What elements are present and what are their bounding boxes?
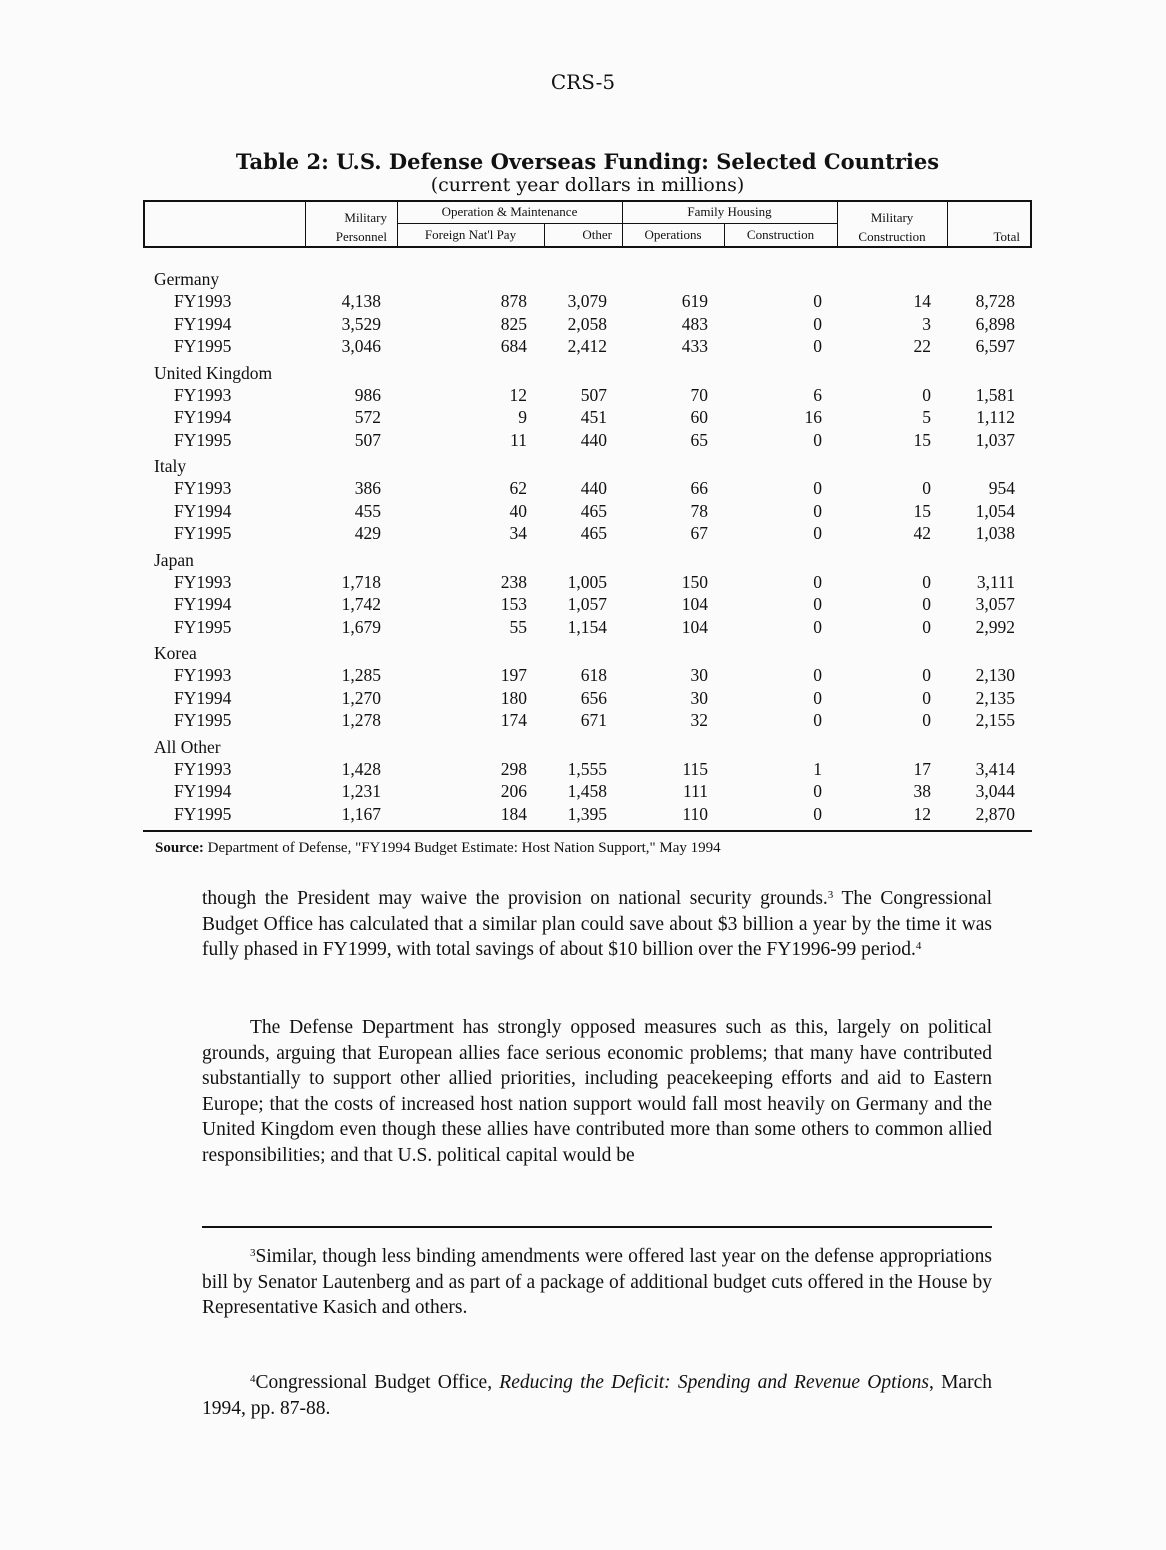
- cell-fh-con: 0: [813, 478, 822, 498]
- row-year: FY1993: [174, 758, 232, 779]
- row-year: FY1995: [174, 803, 232, 824]
- cell-mp: 429: [354, 523, 381, 543]
- row-year: FY1993: [174, 384, 232, 405]
- footnote-4: [202, 1370, 992, 1421]
- row-year: FY1994: [174, 594, 232, 614]
- table-group-japan: [143, 549, 1032, 639]
- cell-milcon: 5: [922, 407, 931, 427]
- table-source: [155, 840, 721, 857]
- cell-total: 1,054: [975, 500, 1015, 521]
- table-subtitle: (current year dollars in millions): [430, 174, 745, 196]
- cell-milcon: 3: [922, 313, 931, 334]
- cell-other: 2,412: [567, 336, 607, 356]
- table-row: [143, 709, 1032, 732]
- cell-fh-con: 0: [813, 291, 822, 311]
- table-group-united-kingdom: [143, 362, 1032, 452]
- cell-milcon: 0: [922, 594, 931, 614]
- divider: [397, 223, 837, 224]
- table-row: [143, 477, 1032, 500]
- table-row: [143, 500, 1032, 523]
- cell-fnp: 878: [500, 291, 527, 311]
- cell-total: 3,057: [975, 594, 1015, 614]
- footnote-ref-4[interactable]: 4: [915, 940, 922, 952]
- cell-milcon: 22: [913, 336, 931, 356]
- table-row: [143, 429, 1032, 452]
- cell-fh-ops: 66: [690, 478, 708, 498]
- row-year: FY1995: [174, 336, 232, 356]
- cell-fnp: 174: [500, 710, 527, 730]
- cell-milcon: 0: [922, 478, 931, 498]
- header-fh-construction: Construction: [746, 227, 815, 242]
- cell-milcon: 14: [913, 291, 931, 311]
- cell-fh-ops: 115: [682, 758, 708, 779]
- cell-other: 1,458: [567, 781, 607, 801]
- cell-mp: 572: [354, 407, 381, 427]
- group-label: Italy: [154, 456, 187, 476]
- table-title: Table 2: U.S. Defense Overseas Funding: Selected Countries: [235, 149, 940, 174]
- cell-other: 451: [580, 407, 607, 427]
- table-row: [143, 664, 1032, 687]
- cell-fh-con: 0: [813, 571, 822, 592]
- cell-other: 1,005: [567, 571, 607, 592]
- cell-mp: 455: [354, 500, 381, 521]
- body-paragraph-2: [202, 1015, 992, 1168]
- header-military-construction: [837, 210, 947, 245]
- cell-fh-ops: 70: [690, 384, 708, 405]
- cell-fnp: 180: [500, 687, 527, 708]
- cell-mp: 1,285: [341, 665, 381, 685]
- footnote-rule: [202, 1226, 992, 1228]
- table-row: [143, 616, 1032, 639]
- cell-fh-ops: 104: [681, 616, 708, 637]
- cell-fh-ops: 65: [690, 429, 708, 450]
- footnote-ref-3[interactable]: 3: [827, 889, 834, 901]
- cell-fh-con: 0: [813, 803, 822, 824]
- table-row: [143, 571, 1032, 594]
- cell-other: 440: [580, 478, 607, 498]
- header-family-housing: Family Housing: [687, 204, 772, 219]
- footnote-number: 4: [250, 1373, 256, 1385]
- row-year: FY1994: [174, 500, 232, 521]
- cell-fh-ops: 433: [681, 336, 708, 356]
- table-body: [143, 268, 1032, 829]
- cell-fh-con: 0: [813, 710, 822, 730]
- table-header: [143, 200, 1032, 248]
- cell-other: 656: [580, 687, 607, 708]
- header-om-group: Operation & Maintenance: [441, 204, 578, 219]
- header-text: Construction: [858, 229, 926, 244]
- table-row: [143, 687, 1032, 710]
- source-label: Source:: [155, 840, 204, 856]
- paragraph-text: The Defense Department has strongly opposed measures such as this, largely on political grounds, arguing that European allies face serious economic problems; that many have contributed substantially to support other allied priorities, including peacekeeping efforts and aid to Eastern Europe; that the costs of increased host nation support would fall most heavily on Germany and the United Kingdom even though these allies have contributed more than some others to common allied responsibilities; and that U.S. political capital would be: [202, 1017, 992, 1166]
- paragraph-text: The Congressional Budget Office has calculated that a similar plan could save about $3 billion a year by the time it was fully phased in FY1999, with total savings of about $10 billion over the FY1996-99 period.: [202, 888, 992, 960]
- footnote-text: , March 1994, pp. 87-88.: [202, 1372, 992, 1419]
- cell-fh-ops: 150: [681, 571, 708, 592]
- cell-other: 618: [580, 665, 607, 685]
- cell-fh-ops: 60: [690, 407, 708, 427]
- paragraph-text: though the President may waive the provision on national security grounds.: [202, 888, 828, 909]
- cell-fh-con: 0: [813, 687, 822, 708]
- cell-fh-con: 0: [813, 336, 822, 356]
- header-om-other: Other: [582, 227, 612, 242]
- cell-total: 6,898: [975, 313, 1015, 334]
- group-label: Korea: [154, 643, 197, 663]
- cell-fnp: 34: [509, 523, 527, 543]
- cell-mp: 1,270: [341, 687, 381, 708]
- cell-fnp: 11: [510, 429, 527, 450]
- cell-fnp: 238: [500, 571, 527, 592]
- footnote-text: Congressional Budget Office,: [255, 1372, 500, 1393]
- group-label: Germany: [154, 269, 220, 289]
- row-year: FY1995: [174, 523, 232, 543]
- cell-total: 2,992: [975, 616, 1015, 637]
- source-text: Department of Defense, "FY1994 Budget Estimate: Host Nation Support," May 1994: [203, 840, 721, 856]
- header-military-personnel: [305, 210, 397, 245]
- cell-other: 1,057: [567, 594, 607, 614]
- cell-fh-ops: 32: [690, 710, 708, 730]
- row-year: FY1994: [174, 407, 232, 427]
- table-row: [143, 335, 1032, 358]
- cell-fh-ops: 110: [682, 803, 708, 824]
- cell-other: 1,555: [567, 758, 607, 779]
- cell-fh-con: 0: [813, 523, 822, 543]
- header-text: Military: [870, 210, 914, 225]
- cell-fh-con: 0: [813, 500, 822, 521]
- cell-other: 2,058: [567, 313, 607, 334]
- table-row: [143, 803, 1032, 826]
- cell-fh-ops: 111: [683, 781, 708, 801]
- cell-fh-ops: 483: [681, 313, 708, 334]
- row-year: FY1993: [174, 571, 232, 592]
- row-year: FY1994: [174, 313, 232, 334]
- cell-fh-ops: 619: [681, 291, 708, 311]
- cell-fnp: 684: [500, 336, 527, 356]
- cell-other: 507: [580, 384, 607, 405]
- cell-milcon: 38: [913, 781, 931, 801]
- cell-total: 2,135: [975, 687, 1015, 708]
- header-foreign-nat-pay: Foreign Nat'l Pay: [424, 227, 517, 242]
- cell-fnp: 825: [500, 313, 527, 334]
- cell-other: 1,395: [567, 803, 607, 824]
- cell-mp: 507: [354, 429, 381, 450]
- cell-other: 465: [580, 500, 607, 521]
- cell-milcon: 12: [913, 803, 931, 824]
- cell-mp: 4,138: [341, 291, 381, 311]
- cell-milcon: 0: [922, 687, 931, 708]
- cell-mp: 1,278: [341, 710, 381, 730]
- cell-fh-con: 0: [813, 616, 822, 637]
- cell-total: 3,044: [975, 781, 1015, 801]
- cell-fnp: 40: [509, 500, 527, 521]
- row-year: FY1994: [174, 687, 232, 708]
- table-group-korea: [143, 642, 1032, 732]
- table-row: [143, 290, 1032, 313]
- header-text: Personnel: [335, 229, 387, 244]
- cell-fnp: 62: [509, 478, 527, 498]
- cell-fh-con: 0: [813, 665, 822, 685]
- table-group-germany: [143, 268, 1032, 358]
- row-year: FY1993: [174, 665, 232, 685]
- cell-mp: 1,428: [341, 758, 381, 779]
- row-year: FY1994: [174, 781, 232, 801]
- cell-fnp: 12: [509, 384, 527, 405]
- cell-fh-ops: 78: [690, 500, 708, 521]
- cell-total: 2,155: [975, 710, 1015, 730]
- cell-milcon: 42: [913, 523, 931, 543]
- cell-milcon: 0: [922, 710, 931, 730]
- cell-fnp: 153: [500, 594, 527, 614]
- cell-fnp: 55: [509, 616, 527, 637]
- cell-total: 6,597: [975, 336, 1015, 356]
- cell-fh-ops: 30: [690, 665, 708, 685]
- cell-mp: 986: [354, 384, 381, 405]
- body-paragraph-1: [202, 886, 992, 963]
- cell-fh-ops: 67: [690, 523, 708, 543]
- table-group-all-other: [143, 736, 1032, 826]
- cell-total: 1,581: [975, 384, 1015, 405]
- cell-other: 465: [580, 523, 607, 543]
- header-fh-operations: Operations: [644, 227, 702, 242]
- footnote-citation-title: Reducing the Deficit: Spending and Revenue Options: [499, 1372, 930, 1393]
- table-bottom-rule: [143, 830, 1032, 832]
- row-year: FY1995: [174, 710, 232, 730]
- cell-mp: 386: [354, 478, 381, 498]
- row-year: FY1993: [174, 291, 232, 311]
- row-year: FY1995: [174, 429, 232, 450]
- cell-fh-con: 1: [813, 758, 822, 779]
- row-year: FY1993: [174, 478, 232, 498]
- cell-fh-con: 0: [813, 594, 822, 614]
- cell-milcon: 15: [913, 500, 931, 521]
- cell-milcon: 0: [922, 665, 931, 685]
- table-row: [143, 406, 1032, 429]
- cell-total: 1,037: [975, 429, 1015, 450]
- footnote-text: Similar, though less binding amendments were offered last year on the defense appropriations bill by Senator Lautenberg and as part of a package of additional budget cuts offered in the House by Representative Kasich and others.: [202, 1246, 992, 1318]
- page-header: CRS-5: [550, 70, 616, 94]
- cell-mp: 1,679: [341, 616, 381, 637]
- group-label: United Kingdom: [154, 362, 273, 383]
- cell-fh-con: 6: [813, 384, 822, 405]
- cell-fnp: 9: [518, 407, 527, 427]
- table-row: [143, 593, 1032, 616]
- cell-fnp: 184: [500, 803, 527, 824]
- cell-total: 3,111: [976, 571, 1015, 592]
- cell-other: 440: [580, 429, 607, 450]
- cell-other: 3,079: [567, 291, 607, 311]
- table-row: [143, 758, 1032, 781]
- table-row: [143, 313, 1032, 336]
- cell-milcon: 17: [913, 758, 931, 779]
- cell-fh-ops: 104: [681, 594, 708, 614]
- group-label: All Other: [154, 736, 221, 757]
- cell-total: 8,728: [975, 291, 1015, 311]
- table-row: [143, 522, 1032, 545]
- cell-other: 1,154: [567, 616, 607, 637]
- cell-fnp: 206: [500, 781, 527, 801]
- cell-total: 2,130: [975, 665, 1015, 685]
- cell-fh-con: 0: [813, 313, 822, 334]
- cell-mp: 3,046: [341, 336, 381, 356]
- cell-fh-con: 16: [804, 407, 822, 427]
- cell-total: 954: [988, 478, 1015, 498]
- cell-total: 3,414: [975, 758, 1015, 779]
- cell-mp: 1,718: [341, 571, 381, 592]
- cell-other: 671: [580, 710, 607, 730]
- row-year: FY1995: [174, 616, 232, 637]
- cell-mp: 1,742: [341, 594, 381, 614]
- cell-total: 1,112: [976, 407, 1015, 427]
- cell-milcon: 0: [922, 384, 931, 405]
- cell-fnp: 298: [500, 758, 527, 779]
- table-group-italy: [143, 455, 1032, 545]
- cell-mp: 1,167: [341, 803, 381, 824]
- footnote-number: 3: [250, 1247, 256, 1259]
- cell-total: 2,870: [975, 803, 1015, 824]
- cell-milcon: 0: [922, 571, 931, 592]
- table-row: [143, 384, 1032, 407]
- cell-total: 1,038: [975, 523, 1015, 543]
- cell-fnp: 197: [500, 665, 527, 685]
- cell-fh-con: 0: [813, 781, 822, 801]
- cell-fh-ops: 30: [690, 687, 708, 708]
- table-row: [143, 780, 1032, 803]
- cell-milcon: 15: [913, 429, 931, 450]
- header-total: Total: [993, 229, 1020, 244]
- cell-mp: 1,231: [341, 781, 381, 801]
- cell-milcon: 0: [922, 616, 931, 637]
- cell-fh-con: 0: [813, 429, 822, 450]
- header-text: Military: [344, 210, 387, 225]
- footnote-3: [202, 1244, 992, 1321]
- cell-mp: 3,529: [341, 313, 381, 334]
- group-label: Japan: [154, 549, 194, 570]
